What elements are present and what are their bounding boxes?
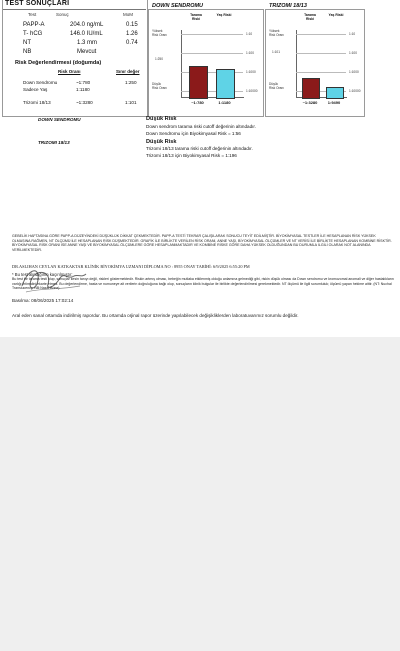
gridline [181,53,243,54]
gridline [296,53,346,54]
risk-ratio: 1:1180 [76,87,90,92]
result-row [3,22,147,30]
interpretation-paragraph: GEBELİK HAFTASINA GÖRE PAPP-A DÜZEYİNDEKİ DÜŞÜKLÜK DİKKAT ÇEKMEKTEDİR. PAPP-A TESTİ TEKRAR ÇALIŞILARAK SONUCU TEYİT EDİLMİŞTİR. BİYOKİMYASAL TESTLER İLE HESAPLANAN RİSK YÜKSEK OLMASINA RAĞMEN, NT ÖLÇÜMÜ İLE HESAPLANAN RİSK DÜŞMEKTEDİR. GRAFİK İLE BİRLİKTE VERİLEN RİSK ORANI, ANNE YAŞI, BİYOKİMYASAL ÖLÇÜMLER VE NT VERİSİ İLE BİRLİKTE HESAPLANAN KOMBİNE RİSKTİR. BİYOKİMYASAL RİSK ORANI İSE ANNE YAŞI VE BİYOKİMYASAL ÖLÇÜMLERE GÖRE HESAPLANMAKTADIR VE KOMBİNE RİSKE GÖRE DAHA YÜKSEK OLDUĞUNDAN BU DURUMLA İLGİLİ OLARAK NOT ALANINDA VERİLMEKTEDİR. [12,234,392,252]
test-result: 204.0 ng/mL [70,22,104,28]
header-test: Test [28,12,37,17]
test-note-title: * Bu test alındığının kaçırılmıştır: [12,272,73,277]
trisomy-chart [265,3,365,117]
risk-row [3,100,147,108]
gridline [296,34,346,35]
print-date: Basılma: 08/06/2025 17:02:14 [12,298,74,303]
tick-label: 1:10 [246,32,253,36]
disclaimer-paragraph: Bu test bir tarama testi olup, sonuçlar kesin tanıyı değil, riskleri göstermektedir. Riskin artmış olması, bebeğin mutlaka etkilenmiş olduğu anlamına gelmediği gibi, riskin düşük olması da Down sendromu ve kromozomal anomali ve diğer hastalıkların varlığı ihtimalini ekarte etmez. Bu değerlendirme, hasta ve numuneye ait verilerin doğruluğuna bağlı olup, sonuçların klinik bulgular ile birlikte değerlendirilmesi gerekmektedir. NT ölçümü ile ilgili sorumluluk; ölçümü yapan hekime aittir. (NT: Nuchal Translucency, NB:Nazal Bone) [12,277,394,290]
risk-ratio: ~1:780 [76,80,91,85]
header-mom: MoM [123,12,133,17]
test-name: NT [23,40,31,46]
tick-label: 1:10000 [246,89,258,93]
doctor-stamp: DR.ASLIHAN CEYLAN KATKAKTAR KLİNİK BİYOKİMYA UZMANI DİPLOMA NO : 8955 ONAY TARİHİ: 6/9/2025 6:55:20 PM [12,264,250,269]
chart-title: DOWN SENDROMU [152,3,204,9]
summary-label-trisomy: TRIZOMI 18/13 [38,140,70,145]
screening-risk-value: ~1:780 [191,100,204,105]
risk-label: Down Sendromu [23,80,58,85]
chart-title: TRIZOMI 18/13 [269,3,307,9]
blank-area [0,337,400,651]
side-label-high: Yüksek Risk Oranı [269,29,285,37]
col-label-screening: Tarama Riski [304,13,316,21]
screening-risk-bar [189,66,208,99]
risk-col-ratio: Risk Oranı [58,69,81,74]
summary-line: Down Sendromu için Biyokimyasal Risk = 1:56 [146,131,241,136]
result-row [3,49,147,57]
tick-label: 1:1000 [349,70,359,74]
tick-label: 1:1000 [246,70,256,74]
side-label-low: Düşük Risk Oranı [152,82,168,90]
test-mom: 0.74 [126,40,138,46]
risk-cutoff: 1:250 [125,80,137,85]
risk-label: Sadece Yaş [23,87,48,92]
summary-line: Trizomi 18/13 tarama riski cutoff değerinin altındadır. [146,146,253,151]
gridline [181,34,243,35]
risk-ratio: ~1:3280 [76,100,93,105]
risk-row [3,87,147,95]
test-result: Mevcut [77,49,97,55]
final-note: Aral eden sanal ortamda indirilmiş rapordur. Bu ortamda orjinal rapor üzerinde yapılabilecek değişikliklerden laboratuvarımız sorumlu değildir. [12,313,299,318]
test-name: PAPP-A [23,22,45,28]
header-result: Sonuç [56,12,69,17]
summary-line: Down sendrom tarama riski cutoff değerinin altındadır. [146,124,256,129]
test-name: NB [23,49,32,55]
results-box [2,0,148,117]
risk-heading: Risk Değerlendirmesi (doğumda) [15,60,102,66]
side-label-low: Düşük Risk Oranı [269,82,285,90]
results-title: TEST SONUÇLARI [5,0,70,7]
col-label-age: Yaş Riski [216,13,232,17]
side-label-high: Yüksek Risk Oranı [152,29,168,37]
cutoff-tick: 1:250 [155,57,163,61]
gridline [296,72,346,73]
risk-label: Trizomi 18/13 [23,100,51,105]
age-risk-bar [216,69,235,99]
test-result: 146.0 IU/mL [70,31,103,37]
col-label-screening: Tarama Riski [190,13,202,21]
risk-col-cutoff: Sınır değer [116,69,140,74]
summary-title-down: Düşük Risk [146,116,177,122]
age-risk-bar [326,87,344,99]
age-risk-value: 1:9490 [327,100,341,105]
cutoff-tick: 1:101 [272,50,280,54]
test-mom: 1.26 [126,31,138,37]
tick-label: 1:10000 [349,89,361,93]
down-syndrome-chart [148,3,264,117]
risk-cutoff: 1:101 [125,100,137,105]
result-row [3,40,147,48]
summary-title-trisomy: Düşük Risk [146,139,177,145]
test-result: 1.3 mm [77,40,98,46]
col-label-age: Yaş Riski [328,13,344,17]
result-row [3,31,147,39]
summary-label-down: DOWN SENDROMU [38,117,81,122]
test-mom: 0.15 [126,22,138,28]
tick-label: 1:100 [349,51,357,55]
screening-risk-value: ~1:3280 [302,100,318,105]
screening-risk-bar [302,78,320,99]
tick-label: 1:10 [349,32,356,36]
tick-label: 1:100 [246,51,254,55]
test-name: T- hCG [23,31,43,37]
summary-line: Trizomi 18/13 için Biyokimyasal Risk = 1:196 [146,153,237,158]
age-risk-value: 1:1180 [218,100,231,105]
